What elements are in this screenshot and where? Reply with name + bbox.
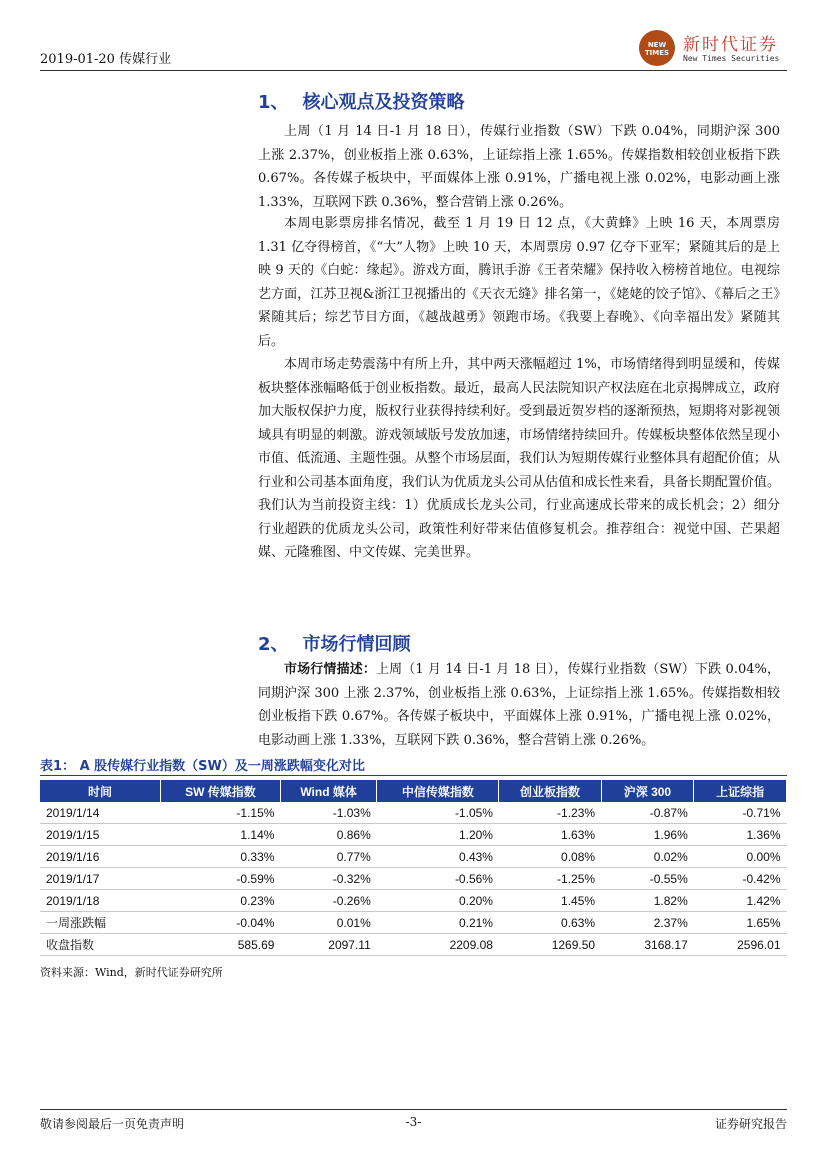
table-cell: 1.36% xyxy=(694,824,787,846)
table-cell: -0.71% xyxy=(694,802,787,824)
table-cell: 0.33% xyxy=(161,846,281,868)
table-cell: 1.45% xyxy=(499,890,601,912)
index-comparison-table xyxy=(40,780,787,956)
table-caption: 表1： A 股传媒行业指数（SW）及一周涨跌幅变化对比 xyxy=(40,759,365,774)
page-number: -3- xyxy=(405,1115,422,1129)
table-cell: 2.37% xyxy=(601,912,694,934)
table-cell: 2019/1/14 xyxy=(40,802,161,824)
table-cell: 0.20% xyxy=(377,890,499,912)
col-header-wind: Wind 媒体 xyxy=(280,780,376,802)
section-1-title-text: 核心观点及投资策略 xyxy=(302,92,465,113)
table-cell: 0.01% xyxy=(280,912,376,934)
table-cell: -0.87% xyxy=(601,802,694,824)
section-1-number: 1、 xyxy=(258,92,289,113)
table-cell: -0.42% xyxy=(694,868,787,890)
table-cell: 0.02% xyxy=(601,846,694,868)
section-1-title xyxy=(258,88,465,114)
table-cell: -1.15% xyxy=(161,802,281,824)
table-cell: 1.14% xyxy=(161,824,281,846)
table-cell: -0.32% xyxy=(280,868,376,890)
table-cell: -1.25% xyxy=(499,868,601,890)
caption-divider xyxy=(40,775,787,776)
table-cell: 0.08% xyxy=(499,846,601,868)
table-cell: -0.55% xyxy=(601,868,694,890)
table-cell: 2209.08 xyxy=(377,934,499,956)
table-cell: -0.04% xyxy=(161,912,281,934)
header-divider xyxy=(40,70,787,71)
col-header-sw: SW 传媒指数 xyxy=(161,780,281,802)
table-cell: 0.21% xyxy=(377,912,499,934)
table-cell: -0.56% xyxy=(377,868,499,890)
table-cell: 1.82% xyxy=(601,890,694,912)
section-2-number: 2、 xyxy=(258,634,289,655)
table-cell: 2097.11 xyxy=(280,934,376,956)
table-row xyxy=(40,912,787,934)
section-1-paragraph-3: 本周市场走势震荡中有所上升，其中两天涨幅超过 1%，市场情绪得到明显缓和，传媒板块整体涨幅略低于创业板指数。最近，最高人民法院知识产权法庭在北京揭牌成立，政府加大版权保护力度，版权行业获得持续利好。受到最近贺岁档的逐渐预热，短期将对影视领域具有明显的刺激。游戏领域版号发放加速，市场情绪持续回升。传媒板块整体依然呈现小市值、低流通、主题性强。从整个市场层面，我们认为短期传媒行业整体具有超配价值；从行业和公司基本面角度，我们认为优质龙头公司从估值和成长性来看，具备长期配置价值。我们认为当前投资主线：1）优质成长龙头公司，行业高速成长带来的成长机会；2）细分行业超跌的优质龙头公司，政策性利好带来估值修复机会。推荐组合：视觉中国、芒果超媒、元隆雅图、中文传媒、完美世界。 xyxy=(258,357,780,560)
table-row xyxy=(40,802,787,824)
table-cell: 收盘指数 xyxy=(40,934,161,956)
col-header-citic: 中信传媒指数 xyxy=(377,780,499,802)
table-cell: 0.00% xyxy=(694,846,787,868)
footer-report-type: 证券研究报告 xyxy=(714,1117,787,1131)
table-cell: 3168.17 xyxy=(601,934,694,956)
table-cell: 1.20% xyxy=(377,824,499,846)
header-date-industry: 2019-01-20 传媒行业 xyxy=(40,52,172,67)
col-header-date: 时间 xyxy=(40,780,161,802)
section-2-paragraph xyxy=(258,658,780,752)
table-cell: 0.23% xyxy=(161,890,281,912)
table-cell: -1.03% xyxy=(280,802,376,824)
logo-chinese-name: 新时代证券 xyxy=(683,35,778,55)
table-cell: 1269.50 xyxy=(499,934,601,956)
section-1-paragraph-2: 本周电影票房排名情况，截至 1 月 19 日 12 点，《大黄蜂》上映 16 天，本周票房 1.31 亿夺得榜首，《“大”人物》上映 10 天，本周票房 0.97 亿夺下亚军；紧随其后的是上映 9 天的《白蛇：缘起》。游戏方面，腾讯手游《王者荣耀》保持收入榜榜首地位。电视综艺方面，江苏卫视&浙江卫视播出的《天衣无缝》排名第一，《姥姥的饺子馆》、《幕后之王》紧随其后；综艺节目方面，《越战越勇》领跑市场。《我要上春晚》、《向幸福出发》紧随其后。 xyxy=(258,216,780,349)
section-2-lead: 市场行情描述： xyxy=(284,662,376,677)
table-cell: 2019/1/16 xyxy=(40,846,161,868)
col-header-hs300: 沪深 300 xyxy=(601,780,694,802)
table-cell: 0.77% xyxy=(280,846,376,868)
table-cell: -1.23% xyxy=(499,802,601,824)
table-cell: 一周涨跌幅 xyxy=(40,912,161,934)
table-cell: 2019/1/17 xyxy=(40,868,161,890)
col-header-sse: 上证综指 xyxy=(694,780,787,802)
table-cell: -0.59% xyxy=(161,868,281,890)
table-cell: 0.63% xyxy=(499,912,601,934)
table-cell: 2596.01 xyxy=(694,934,787,956)
section-2-title-text: 市场行情回顾 xyxy=(302,634,411,655)
col-header-chinext: 创业板指数 xyxy=(499,780,601,802)
table-cell: 1.42% xyxy=(694,890,787,912)
table-cell: 1.96% xyxy=(601,824,694,846)
logo-mark-text: NEW TIMES xyxy=(644,41,670,57)
footer-disclaimer: 敬请参阅最后一页免责声明 xyxy=(40,1117,185,1131)
logo-english-name: New Times Securities xyxy=(683,54,780,63)
table-row xyxy=(40,846,787,868)
table-cell: 2019/1/18 xyxy=(40,890,161,912)
table-row xyxy=(40,868,787,890)
logo-mark-icon xyxy=(639,30,675,66)
company-logo xyxy=(639,30,789,70)
table-header-row xyxy=(40,780,787,802)
table-cell: 0.43% xyxy=(377,846,499,868)
table-row xyxy=(40,934,787,956)
footer-divider xyxy=(40,1109,787,1110)
table-source-note: 资料来源：Wind，新时代证券研究所 xyxy=(40,966,223,979)
table-row xyxy=(40,824,787,846)
section-2-title xyxy=(258,630,411,656)
table-row xyxy=(40,890,787,912)
table-cell: -1.05% xyxy=(377,802,499,824)
table-cell: 1.63% xyxy=(499,824,601,846)
section-1-paragraph-1: 上周（1 月 14 日-1 月 18 日），传媒行业指数（SW）下跌 0.04%，同期沪深 300 上涨 2.37%，创业板指上涨 0.63%，上证综指上涨 1.65%。传媒指数相较创业板指下跌 0.67%。各传媒子板块中，平面媒体上涨 0.91%，广播电视上涨 0.02%，电影动画上涨 1.33%，互联网下跌 0.36%，整合营销上涨 0.26%。 xyxy=(258,124,780,210)
table-cell: 585.69 xyxy=(161,934,281,956)
table-cell: 0.86% xyxy=(280,824,376,846)
table-cell: 1.65% xyxy=(694,912,787,934)
section-2-body: 上周（1 月 14 日-1 月 18 日），传媒行业指数（SW）下跌 0.04%，同期沪深 300 上涨 2.37%，创业板指上涨 0.63%，上证综指上涨 1.65%。传媒指数相较创业板指下跌 0.67%。各传媒子板块中，平面媒体上涨 0.91%，广播电视上涨 0.02%，电影动画上涨 1.33%，互联网下跌 0.36%，整合营销上涨 0.26%。 xyxy=(258,662,780,748)
table-cell: 2019/1/15 xyxy=(40,824,161,846)
table-cell: -0.26% xyxy=(280,890,376,912)
